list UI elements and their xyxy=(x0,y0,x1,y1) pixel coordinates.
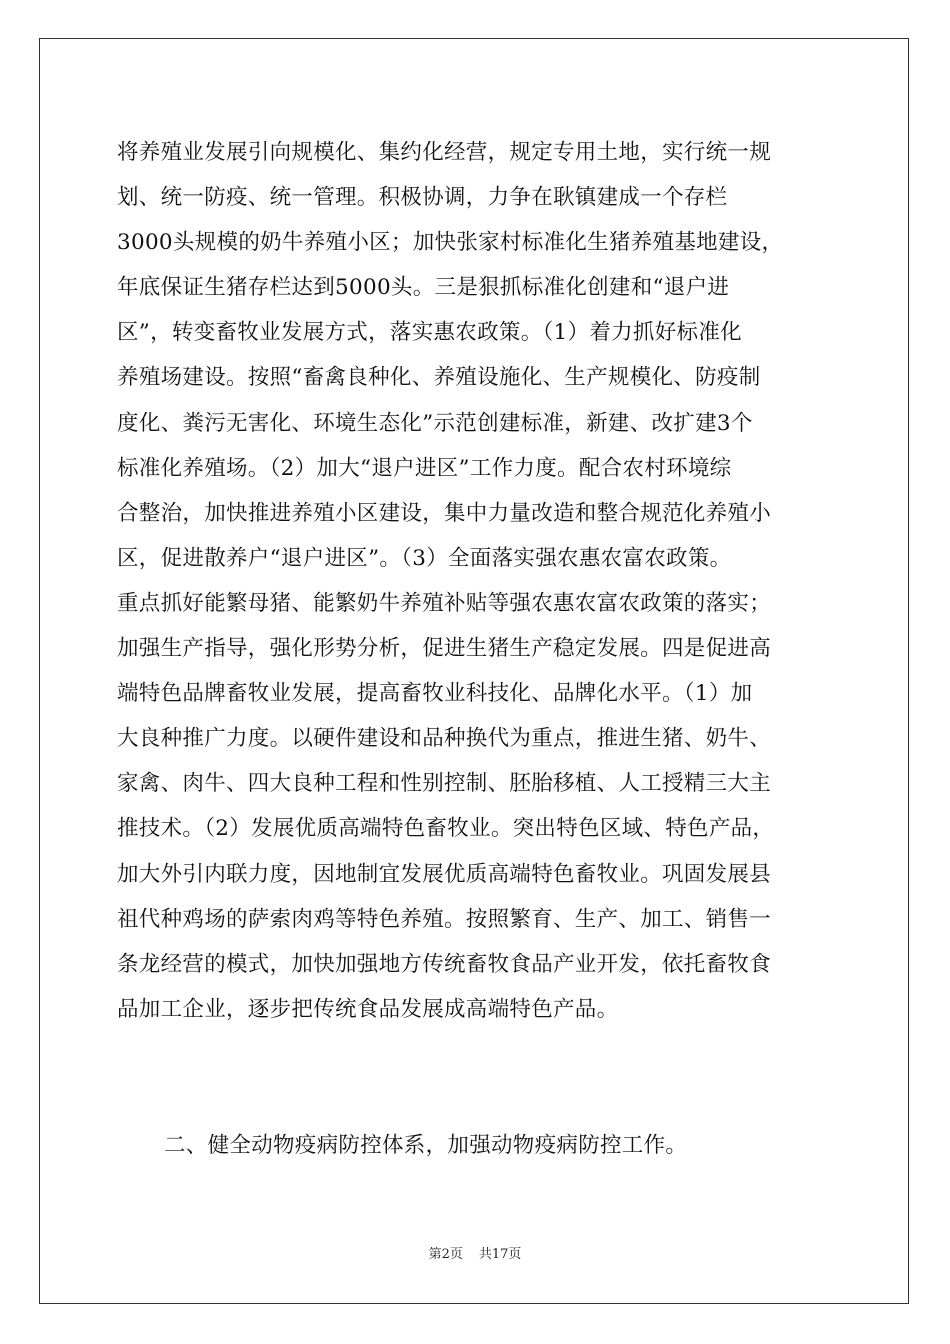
paragraph-line: 区，促进散养户“退户进区”。（3）全面落实强农惠农富农政策。 xyxy=(117,545,732,571)
paragraph-line: 区”，转变畜牧业发展方式，落实惠农政策。（1）着力抓好标准化 xyxy=(117,320,742,346)
paragraph-line: 重点抓好能繁母猪、能繁奶牛养殖补贴等强农惠农富农政策的落实； xyxy=(117,590,772,616)
paragraph-line: 合整治，加快推进养殖小区建设，集中力量改造和整合规范化养殖小 xyxy=(117,500,772,526)
page-number: 第2页 xyxy=(428,1247,463,1262)
total-pages: 共17页 xyxy=(478,1247,522,1262)
paragraph-line: 家禽、肉牛、四大良种工程和性别控制、胚胎移植、人工授精三大主 xyxy=(117,771,772,797)
paragraph-line: 端特色品牌畜牧业发展，提高畜牧业科技化、品牌化水平。（1）加 xyxy=(117,681,753,707)
paragraph-line: 加强生产指导，强化形势分析，促进生猪生产稳定发展。四是促进高 xyxy=(117,636,772,662)
paragraph-line: 将养殖业发展引向规模化、集约化经营，规定专用土地，实行统一规 xyxy=(117,140,772,165)
paragraph-line: 度化、粪污无害化、环境生态化”示范创建标准，新建、改扩建3个 xyxy=(117,410,753,436)
paragraph-line: 推技术。（2）发展优质高端特色畜牧业。突出特色区域、特色产品， xyxy=(117,816,775,842)
paragraph-line: 加大外引内联力度，因地制宜发展优质高端特色畜牧业。巩固发展县 xyxy=(117,861,772,887)
page-footer xyxy=(0,1245,950,1265)
body-paragraph xyxy=(117,130,837,1032)
paragraph-line: 祖代种鸡场的萨索肉鸡等特色养殖。按照繁育、生产、加工、销售一 xyxy=(117,906,772,932)
paragraph-line: 条龙经营的模式，加快加强地方传统畜牧食品产业开发，依托畜牧食 xyxy=(117,951,772,977)
paragraph-line: 划、统一防疫、统一管理。积极协调，力争在耿镇建成一个存栏 xyxy=(117,185,728,211)
paragraph-line: 品加工企业，逐步把传统食品发展成高端特色产品。 xyxy=(117,996,619,1022)
paragraph-line: 标准化养殖场。（2）加大“退户进区”工作力度。配合农村环境综 xyxy=(117,455,732,481)
paragraph-line: 养殖场建设。按照“畜禽良种化、养殖设施化、生产规模化、防疫制 xyxy=(117,365,761,391)
section-heading: 二、健全动物疫病防控体系，加强动物疫病防控工作。 xyxy=(164,1133,688,1158)
paragraph-line: 3000头规模的奶牛养殖小区；加快张家村标准化生猪养殖基地建设， xyxy=(117,230,784,256)
paragraph-line: 年底保证生猪存栏达到5000头。三是狠抓标准化创建和“退户进 xyxy=(117,275,730,301)
paragraph-line: 大良种推广力度。以硬件建设和品种换代为重点，推进生猪、奶牛、 xyxy=(117,726,772,752)
